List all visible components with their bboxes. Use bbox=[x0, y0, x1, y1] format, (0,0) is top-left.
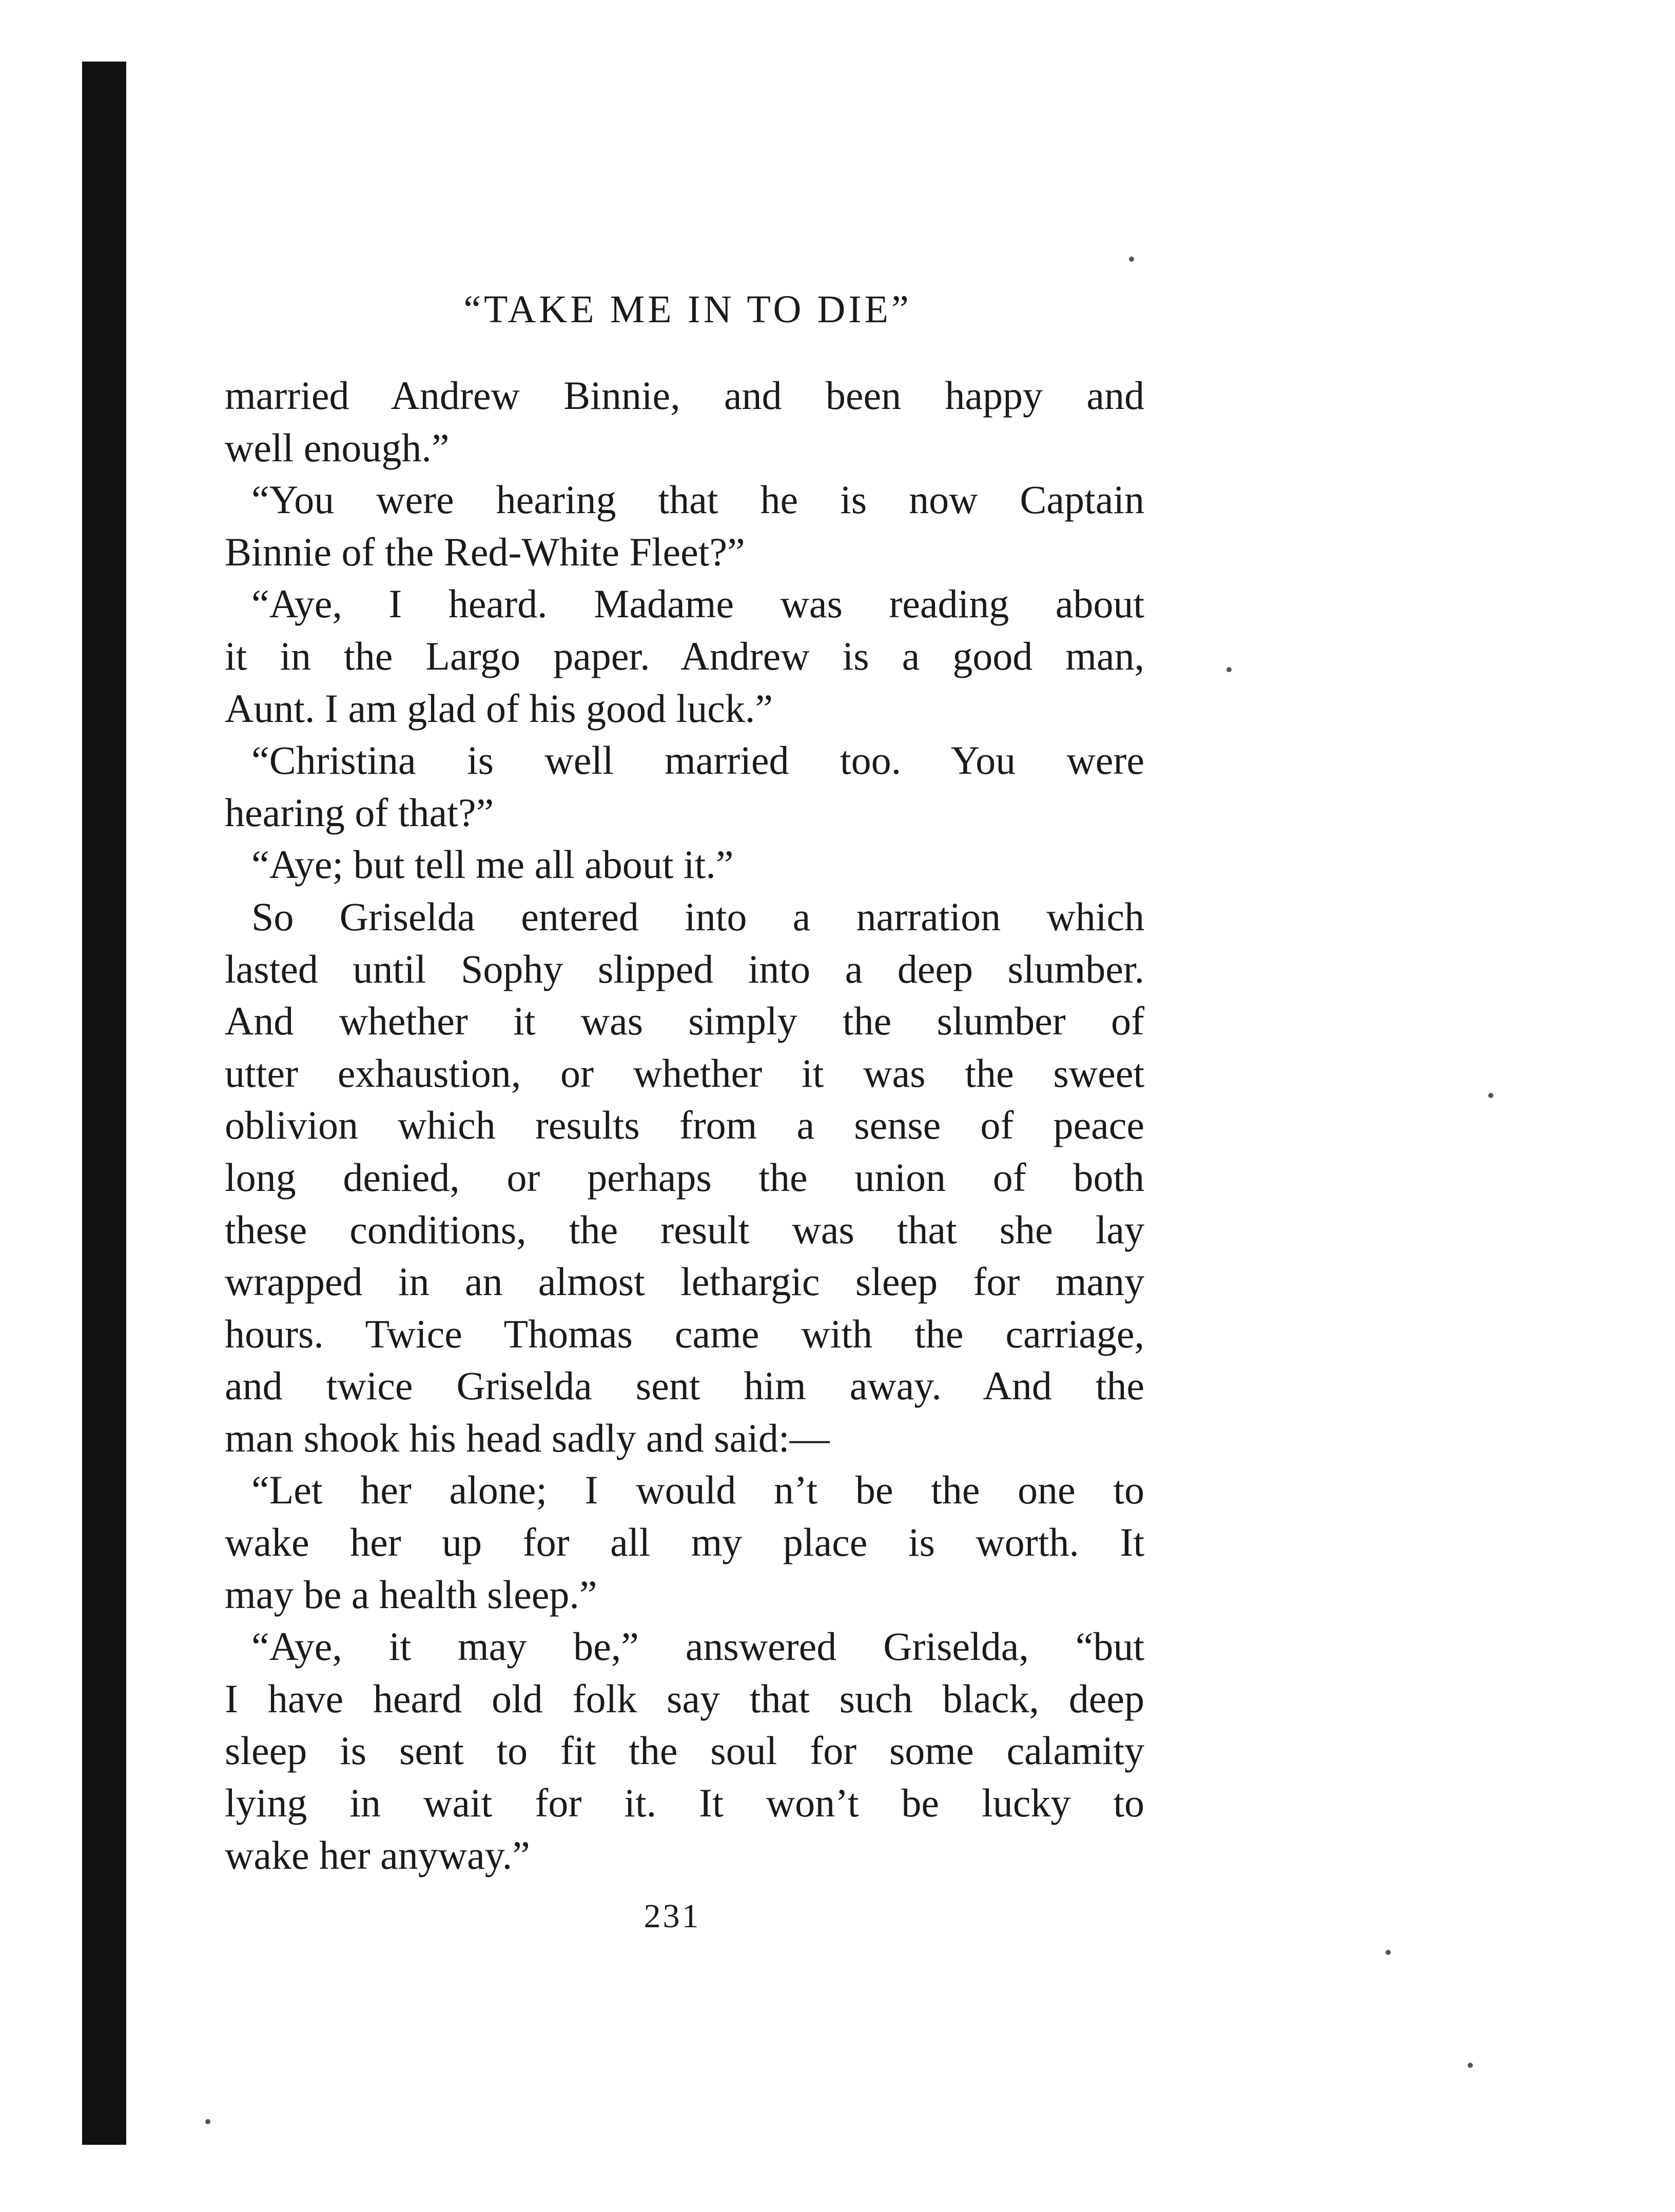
text-line: Binnie of the Red-White Fleet?” bbox=[225, 529, 745, 574]
scan-speck bbox=[1386, 1950, 1391, 1955]
text-line: And whether it was simply the slumber of bbox=[225, 999, 1144, 1044]
text-line: “Aye, it may be,” answered Griselda, “but bbox=[251, 1624, 1144, 1669]
text-line: hearing of that?” bbox=[225, 790, 494, 835]
text-line: “Let her alone; I would n’t be the one to bbox=[251, 1467, 1144, 1513]
text-line: married Andrew Binnie, and been happy and bbox=[225, 373, 1144, 418]
text-line: wake her up for all my place is worth. It bbox=[225, 1520, 1144, 1565]
body-text bbox=[225, 369, 1144, 1881]
text-line: and twice Griselda sent him away. And the bbox=[225, 1363, 1144, 1408]
text-line: “You were hearing that he is now Captain bbox=[251, 477, 1144, 522]
scan-speck bbox=[1226, 667, 1232, 672]
text-line: “Aye; but tell me all about it.” bbox=[251, 842, 734, 887]
text-line: “Aye, I heard. Madame was reading about bbox=[251, 581, 1144, 627]
text-line: lasted until Sophy slipped into a deep slumber. bbox=[225, 946, 1144, 991]
text-line: well enough.” bbox=[225, 425, 450, 470]
text-line: wake her anyway.” bbox=[225, 1832, 530, 1877]
text-line: sleep is sent to fit the soul for some calamity bbox=[225, 1728, 1144, 1773]
text-line: “Christina is well married too. You were bbox=[251, 738, 1144, 783]
text-line: So Griselda entered into a narration which bbox=[251, 894, 1144, 939]
scan-speck bbox=[205, 2119, 210, 2124]
text-line: man shook his head sadly and said:— bbox=[225, 1415, 830, 1460]
page-number: 231 bbox=[644, 1897, 701, 1935]
text-line: hours. Twice Thomas came with the carriage, bbox=[225, 1311, 1144, 1356]
scan-speck bbox=[1129, 257, 1134, 262]
text-line: I have heard old folk say that such black, deep bbox=[225, 1676, 1144, 1721]
text-line: wrapped in an almost lethargic sleep for many bbox=[225, 1259, 1144, 1304]
text-line: Aunt. I am glad of his good luck.” bbox=[225, 686, 773, 731]
text-line: it in the Largo paper. Andrew is a good man, bbox=[225, 633, 1144, 678]
text-line: long denied, or perhaps the union of both bbox=[225, 1154, 1144, 1200]
running-head: “TAKE ME IN TO DIE” bbox=[463, 288, 912, 331]
text-line: may be a health sleep.” bbox=[225, 1572, 597, 1617]
scan-speck bbox=[1468, 2063, 1473, 2068]
text-line: utter exhaustion, or whether it was the sweet bbox=[225, 1050, 1144, 1095]
scan-speck bbox=[1488, 1093, 1493, 1098]
text-line: oblivion which results from a sense of peace bbox=[225, 1103, 1144, 1148]
binding-shadow-bar bbox=[82, 62, 126, 2145]
text-line: these conditions, the result was that she lay bbox=[225, 1207, 1144, 1252]
text-line: lying in wait for it. It won’t be lucky to bbox=[225, 1780, 1144, 1826]
